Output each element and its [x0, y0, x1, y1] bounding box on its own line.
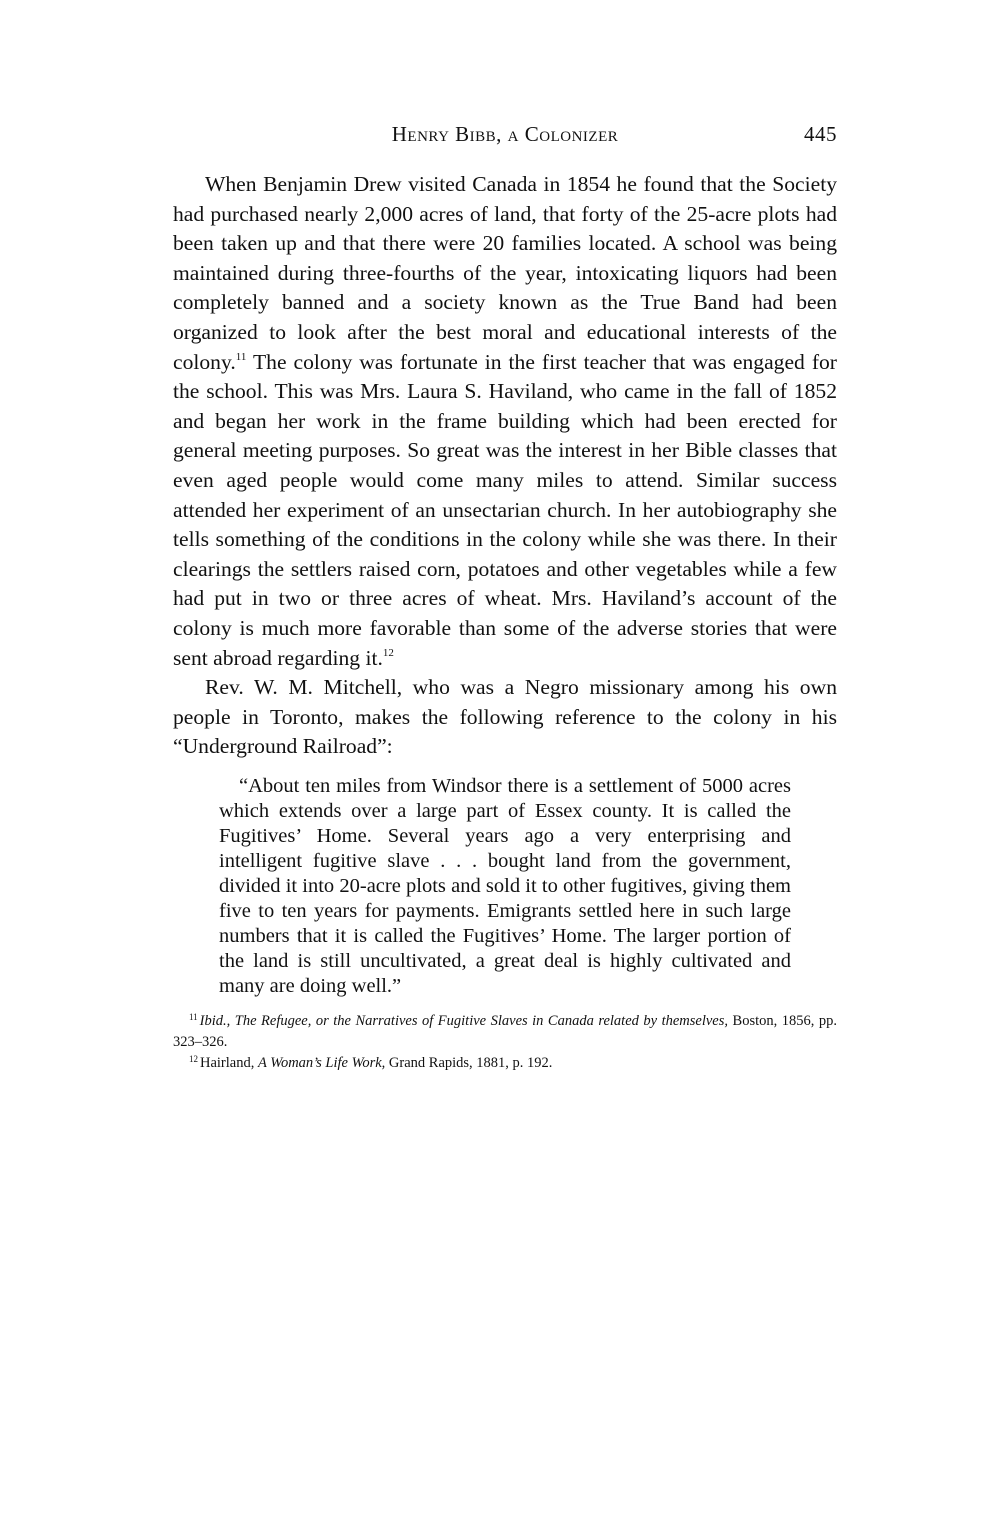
running-title: Henry Bibb, a Colonizer [391, 122, 619, 146]
footnote-lead: Hairland, [200, 1054, 258, 1071]
footnote-rest: Boston, 1856, pp. 323–326. [173, 1012, 837, 1050]
footnote-rest: Grand Rapids, 1881, p. 192. [385, 1054, 553, 1071]
page-header [173, 118, 837, 154]
paragraph-1-part-2: The colony was fortunate in the first teacher that was engaged for the school. This was Mrs. Laura S. Haviland, who came in the fall of 1852 and began her work in the frame building which had been erected for general meeting purposes. So great was the interest in her Bible classes that even aged people would come many miles to attend. Similar success attended her experiment of an unsectarian church. In her autobiography she tells something of the conditions in the colony while she was there. In their clearings the settlers raised corn, potatoes and other vegetables while a few had put in two or three acres of wheat. Mrs. Haviland’s account of the colony is much more favorable than some of the adverse stories that were sent abroad regarding it. [173, 349, 837, 670]
quote-text: “About ten miles from Windsor there is a settlement of 5000 acres which extends over a large part of Essex county. It is called the Fugitives’ Home. Several years ago a very enterprising and intelligent fugitive slave . . . bought land from the government, divided it into 20-acre plots and sold it to other fugitives, giving them five to ten years for payments. Emigrants settled here in such large numbers that it is called the Fugitives’ Home. The larger portion of the land is still uncultivated, a great deal is highly cultivated and many are doing well.” [219, 774, 791, 997]
footnotes [173, 1011, 837, 1074]
block-quote [219, 774, 791, 999]
footnote-number: 11 [189, 1011, 198, 1022]
paragraph-1 [173, 170, 837, 673]
page-number: 445 [804, 122, 837, 146]
paragraph-2: Rev. W. M. Mitchell, who was a Negro missionary among his own people in Toronto, makes the following reference to the colony in his “Underground Railroad”: [173, 675, 837, 759]
footnote-ref-12: 12 [382, 646, 394, 659]
footnote-italic-lead: Ibid., The Refugee, or the Narratives of Fugitive Slaves in Canada related by themselves, [199, 1012, 729, 1029]
paragraph-1-part-1: When Benjamin Drew visited Canada in 1854 he found that the Society had purchased nearly 2,000 acres of land, that forty of the 25-acre plots had been taken up and that there were 20 families located. A school was being maintained during three-fourths of the year, intoxicating liquors had been completely banned and a society known as the True Band had been organized to look after the best moral and educational interests of the colony. [173, 172, 837, 374]
footnote-ref-11: 11 [235, 350, 247, 363]
footnote-italic-title: A Woman’s Life Work, [257, 1054, 386, 1071]
footnote-11 [173, 1011, 837, 1053]
book-page [173, 118, 837, 1074]
footnote-12 [173, 1053, 837, 1074]
footnote-number: 12 [189, 1053, 198, 1064]
body-text [173, 170, 837, 762]
